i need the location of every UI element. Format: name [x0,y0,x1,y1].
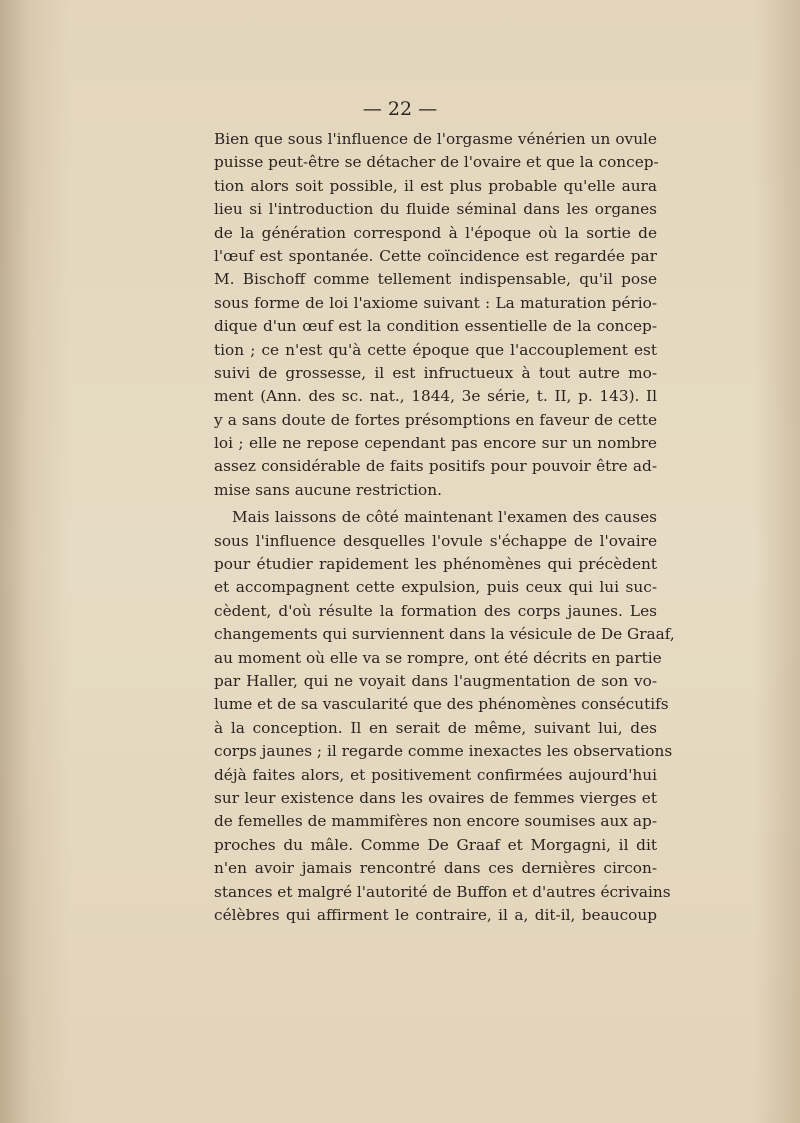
text-line: n'en avoir jamais rencontré dans ces dernières circon- [214,859,657,878]
text-line: loi ; elle ne repose cependant pas encore sur un nombre [214,434,657,453]
text-line: tion alors soit possible, il est plus probable qu'elle aura [214,176,657,195]
body-text [214,128,675,927]
text-line: de la génération correspond à l'époque où la sortie de [214,223,657,242]
text-line: célèbres qui affirment le contraire, il a, dit-il, beaucoup [214,905,657,924]
text-line: mise sans aucune restriction. [214,480,442,499]
text-line: stances et malgré l'autorité de Buffon et d'autres écrivains [214,882,671,901]
text-line: à la conception. Il en serait de même, suivant lui, des [214,718,657,737]
text-line: puisse peut-être se détacher de l'ovaire et que la concep- [214,153,659,172]
text-line: et accompagnent cette expulsion, puis ceux qui lui suc- [214,578,657,597]
text-line: sur leur existence dans les ovaires de femmes vierges et [214,788,657,807]
text-line: ment (Ann. des sc. nat., 1844, 3e série, t. II, p. 143). Il [214,387,657,406]
text-line: suivi de grossesse, il est infructueux à tout autre mo- [214,363,657,382]
text-line: sous l'influence desquelles l'ovule s'échappe de l'ovaire [214,531,657,550]
text-line: changements qui surviennent dans la vésicule de De Graaf, [214,625,675,644]
page-number: — 22 — [362,98,438,120]
text-line: de femelles de mammifères non encore soumises aux ap- [214,812,657,831]
text-line: lume et de sa vascularité que des phénomènes consécutifs [214,695,669,714]
text-line: tion ; ce n'est qu'à cette époque que l'accouplement est [214,340,657,359]
paragraph-1 [214,128,657,502]
text-line: M. Bischoff comme tellement indispensable, qu'il pose [214,270,657,289]
text-line: proches du mâle. Comme De Graaf et Morgagni, il dit [214,835,657,854]
text-line: dique d'un œuf est la condition essentielle de la concep- [214,317,657,336]
paragraph-2 [214,506,675,927]
text-line: y a sans doute de fortes présomptions en faveur de cette [214,410,657,429]
text-line: lieu si l'introduction du fluide séminal dans les organes [214,200,657,219]
text-line: corps jaunes ; il regarde comme inexactes les observations [214,742,673,761]
text-line: déjà faites alors, et positivement confirmées aujourd'hui [214,765,657,784]
text-line: Bien que sous l'influence de l'orgasme vénérien un ovule [214,130,657,148]
text-line: l'œuf est spontanée. Cette coïncidence est regardée par [214,246,657,265]
text-line: sous forme de loi l'axiome suivant : La maturation pério- [214,293,657,312]
text-line: cèdent, d'où résulte la formation des corps jaunes. Les [214,601,657,620]
text-line: assez considérable de faits positifs pour pouvoir être ad- [214,457,657,476]
text-line: Mais laissons de côté maintenant l'examen des causes [232,508,657,527]
text-line: au moment où elle va se rompre, ont été décrits en partie [214,648,662,667]
text-line: par Haller, qui ne voyait dans l'augmentation de son vo- [214,671,657,690]
text-line: pour étudier rapidement les phénomènes qui précèdent [214,555,657,574]
